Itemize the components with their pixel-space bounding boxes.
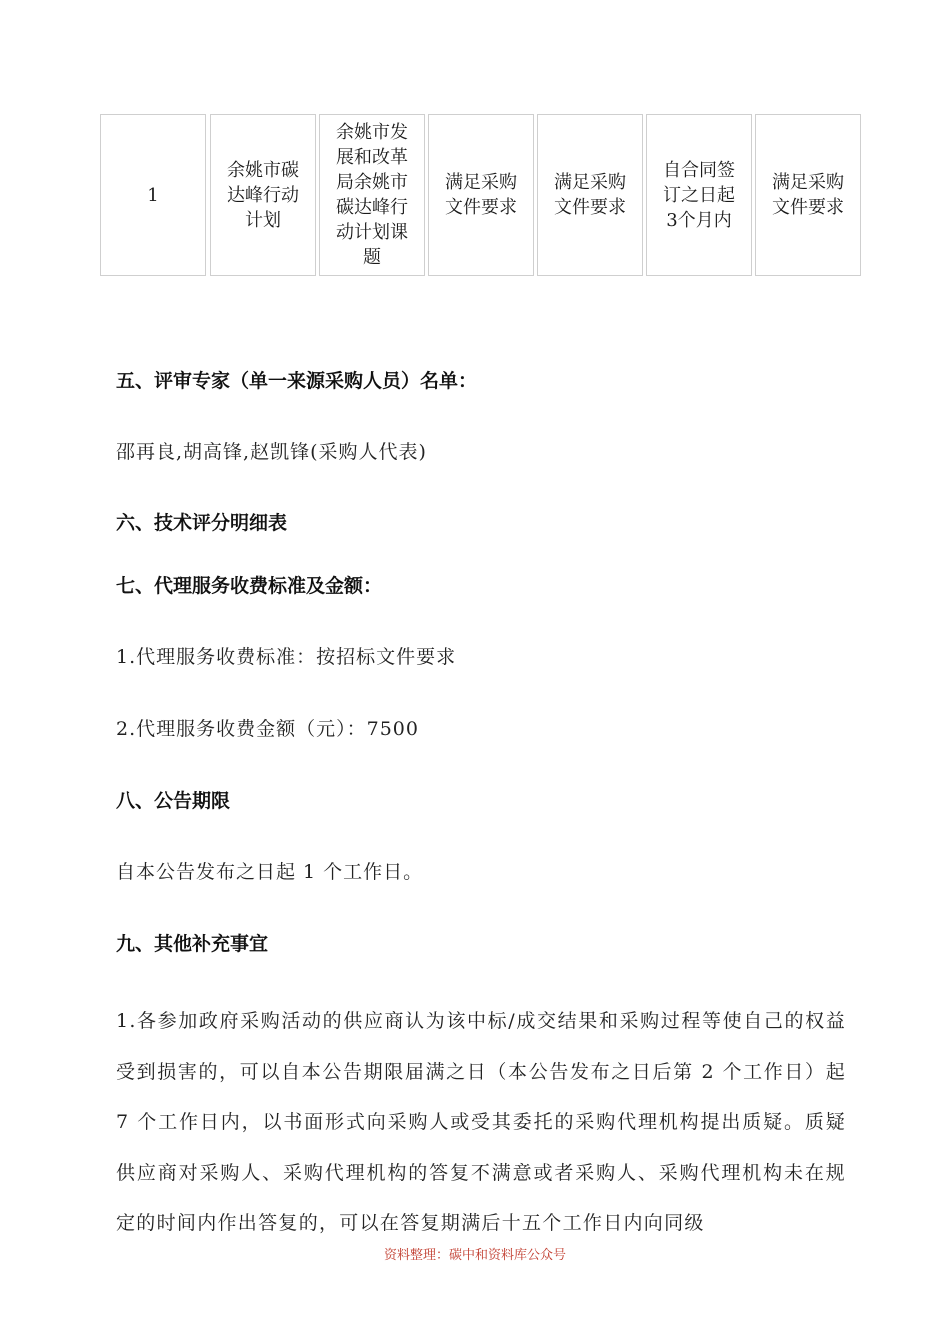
section8-text: 自本公告发布之日起 1 个工作日。 — [116, 861, 424, 883]
table-cell-requirement — [428, 114, 534, 276]
cell-text: 满足采购文件要求 — [445, 172, 517, 218]
table-cell-project-name — [210, 114, 316, 276]
section7-item2: 2.代理服务收费金额（元）：7500 — [116, 718, 419, 740]
cell-text: 满足采购文件要求 — [772, 172, 844, 218]
table-cell-content — [319, 114, 425, 276]
cell-text: 满足采购文件要求 — [554, 172, 626, 218]
table-cell-requirement-3 — [755, 114, 861, 276]
section7-heading: 七、代理服务收费标准及金额： — [116, 575, 383, 597]
table-cell-deadline — [646, 114, 752, 276]
cell-text: 自合同签订之日起3个月内 — [663, 159, 735, 231]
section9-heading: 九、其他补充事宜 — [116, 933, 269, 955]
section5-text: 邵再良,胡高锋,赵凯锋(采购人代表) — [116, 441, 427, 463]
cell-text: 余姚市发展和改革局余姚市碳达峰行动计划课题 — [336, 122, 408, 268]
cell-text: 余姚市碳达峰行动计划 — [227, 159, 299, 231]
section9-text: 1.各参加政府采购活动的供应商认为该中标/成交结果和采购过程等使自己的权益受到损害的，可以自本公告期限届满之日（本公告发布之日后第 2 个工作日）起 7 个工作日内，以书面形式向采购人或受其委托的采购代理机构提出质疑。质疑供应商对采购人、采购代理机构的答复不满意或者采购人、采购代理机构未在规定的时间内作出答复的，可以在答复期满后十五个工作日内向同级 — [116, 1010, 846, 1234]
cell-text: 1 — [147, 184, 159, 206]
section6-heading: 六、技术评分明细表 — [116, 512, 288, 534]
section8-heading: 八、公告期限 — [116, 790, 231, 812]
table-cell-index — [100, 114, 206, 276]
section7-item1: 1.代理服务收费标准：按招标文件要求 — [116, 646, 457, 668]
section5-heading: 五、评审专家（单一来源采购人员）名单： — [116, 370, 478, 392]
table-cell-requirement-2 — [537, 114, 643, 276]
table-row — [100, 114, 862, 278]
footer-credit: 资料整理：碳中和资料库公众号 — [383, 1248, 566, 1263]
